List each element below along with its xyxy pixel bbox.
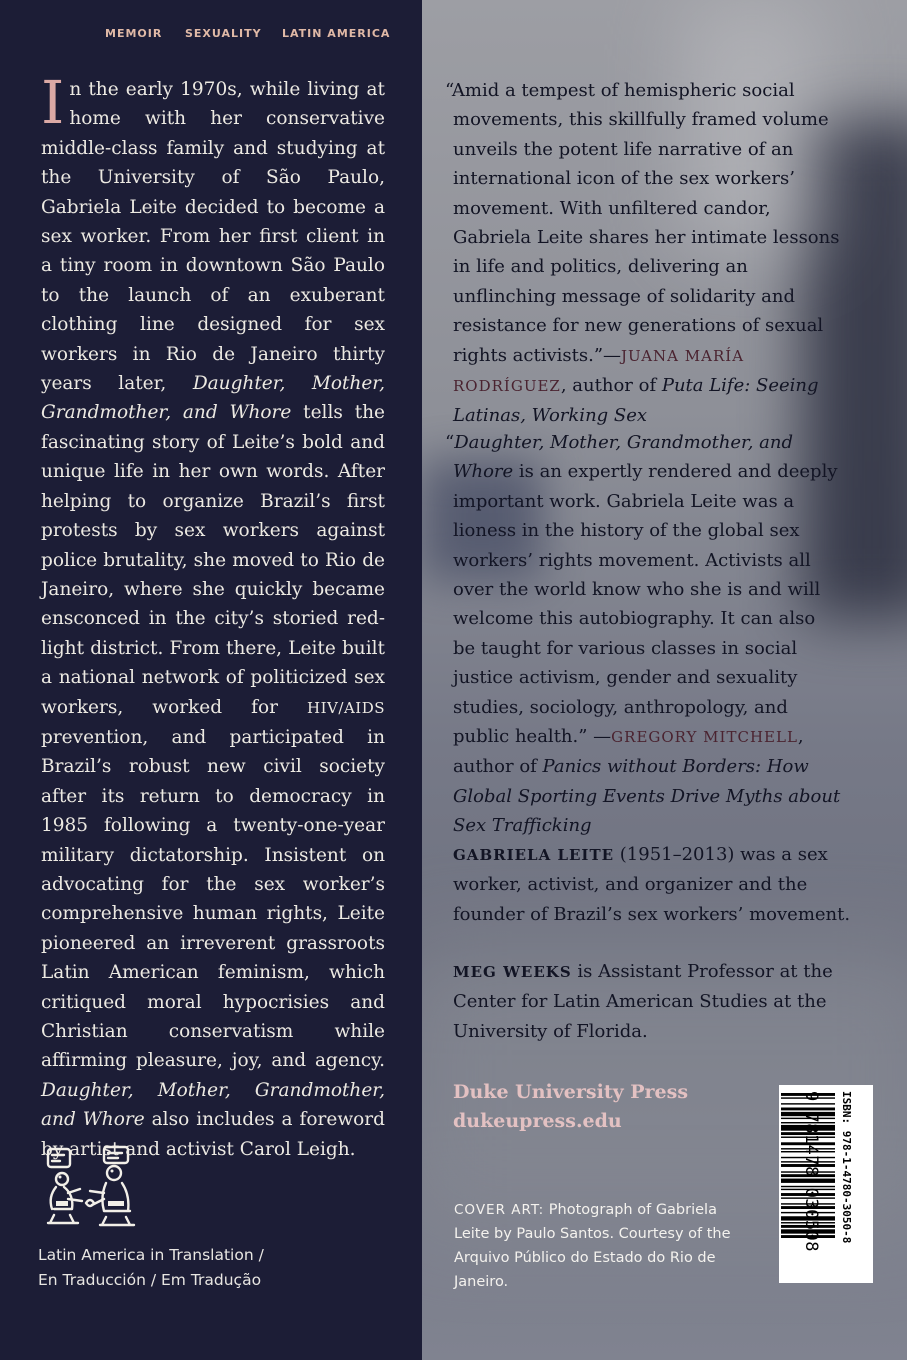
endorsement-quote-1 [445, 76, 843, 431]
quote-1-author-of: , author of [560, 375, 662, 397]
drop-cap: I [41, 68, 65, 137]
book-title-italic-2: Daughter, Mother, Grandmother, and Whore [41, 1079, 385, 1131]
cover-art-credit [454, 1198, 754, 1294]
description-part-3: prevention, and participated in Brazil’s robust new civil society after its return to democracy in 1985 following a twenty-one-year military dictatorship. Insistent on advocating for the sex worker’s comprehensive human rights, Leite pioneered an irreverent grassroots Latin American feminism, which critiqued moral hypocrisies and Christian conservatism while affirming pleasure, joy, and agency. [41, 726, 385, 1072]
description-part-4: also includes a foreword by artist and activist Carol Leigh. [41, 1109, 385, 1160]
quote-2-book: Panics without Borders: How Global Sporting Events Drive Myths about Sex Trafficking [453, 756, 841, 837]
cover-art-text: Photograph of Gabriela Leite by Paulo Santos. Courtesy of the Arquivo Público do Estado do Rio de Janeiro. [454, 1202, 731, 1290]
publisher-url[interactable]: dukeupress.edu [453, 1110, 622, 1132]
hiv-aids-smallcaps: HIV/AIDS [307, 698, 385, 717]
series-name-line-2: En Traducción / Em Tradução [38, 1271, 262, 1289]
author-name: GABRIELA LEITE [453, 846, 615, 864]
editor-bio [453, 957, 853, 1046]
quote-1-book: Puta Life: Seeing Latinas, Working Sex [453, 375, 819, 427]
editor-name: MEG WEEKS [453, 963, 572, 981]
quote-2-text: is an expertly rendered and deeply important work. Gabriela Leite was a lioness in the history of the global sex workers’ rights movement. Activists all over the world know who she is and will welcome this autobiography. It can also be taught for various classes in social justice activism, gender and sexuality studies, sociology, anthropology, and public health.” — [453, 461, 838, 748]
category-memoir: MEMOIR [105, 27, 163, 40]
quote-1-author: JUANA MARÍA RODRÍGUEZ [453, 346, 745, 396]
description-part-2: tells the fascinating story of Leite’s bold and unique life in her own words. After helping to organize Brazil’s first protests by sex workers against police brutality, she moved to Rio de Janeiro, where she quickly became ensconced in the city’s storied red-light district. From there, Leite built a national network of politicized sex workers, worked for [41, 402, 385, 718]
category-sexuality: SEXUALITY [185, 27, 262, 40]
category-list [105, 27, 390, 40]
isbn-number: ISBN: 978-1-4780-3050-8 [840, 1091, 853, 1244]
publisher-name: Duke University Press [453, 1081, 689, 1103]
series-name-line-1: Latin America in Translation / [38, 1246, 264, 1264]
author-bio-text: (1951–2013) was a sex worker, activist, and organizer and the founder of Brazil’s sex workers’ movement. [453, 844, 851, 925]
category-latin-america: LATIN AMERICA [282, 27, 391, 40]
series-glyph-logo-icon [42, 1143, 138, 1233]
quote-2-title: Daughter, Mother, Grandmother, and Whore [453, 432, 793, 483]
book-description [41, 68, 385, 1164]
series-name [38, 1243, 338, 1293]
quote-2-author-of: , author of [453, 726, 804, 778]
publisher-block [453, 1078, 688, 1136]
cover-art-label: COVER ART: [454, 1202, 545, 1218]
quote-2-open: “ [445, 432, 455, 453]
barcode-bars-icon [779, 1085, 873, 1283]
quote-2-author: GREGORY MITCHELL [611, 728, 798, 747]
back-cover-left-panel [0, 0, 422, 1360]
editor-bio-text: is Assistant Professor at the Center for Latin American Studies at the University of Florida. [453, 961, 833, 1042]
barcode-digits: 9 781478 030508 [801, 1091, 821, 1253]
isbn-barcode [779, 1085, 873, 1283]
book-title-italic: Daughter, Mother, Grandmother, and Whore [41, 373, 385, 424]
endorsement-quote-2 [445, 428, 843, 841]
description-part-1: n the early 1970s, while living at home with her conservative middle-class family and studying at the University of São Paulo, Gabriela Leite decided to become a sex worker. From her first client in a tiny room in downtown São Paulo to the launch of an exuberant clothing line designed for sex workers in Rio de Janeiro thirty years later, [41, 79, 385, 395]
quote-1-text: “Amid a tempest of hemispheric social movements, this skillfully framed volume unveils the potent life narrative of an international icon of the sex workers’ movement. With unfiltered candor, Gabriela Leite shares her intimate lessons in life and politics, delivering an unflinching message of solidarity and resistance for new generations of sexual rights activists.”— [445, 80, 840, 366]
author-bio [453, 840, 853, 929]
